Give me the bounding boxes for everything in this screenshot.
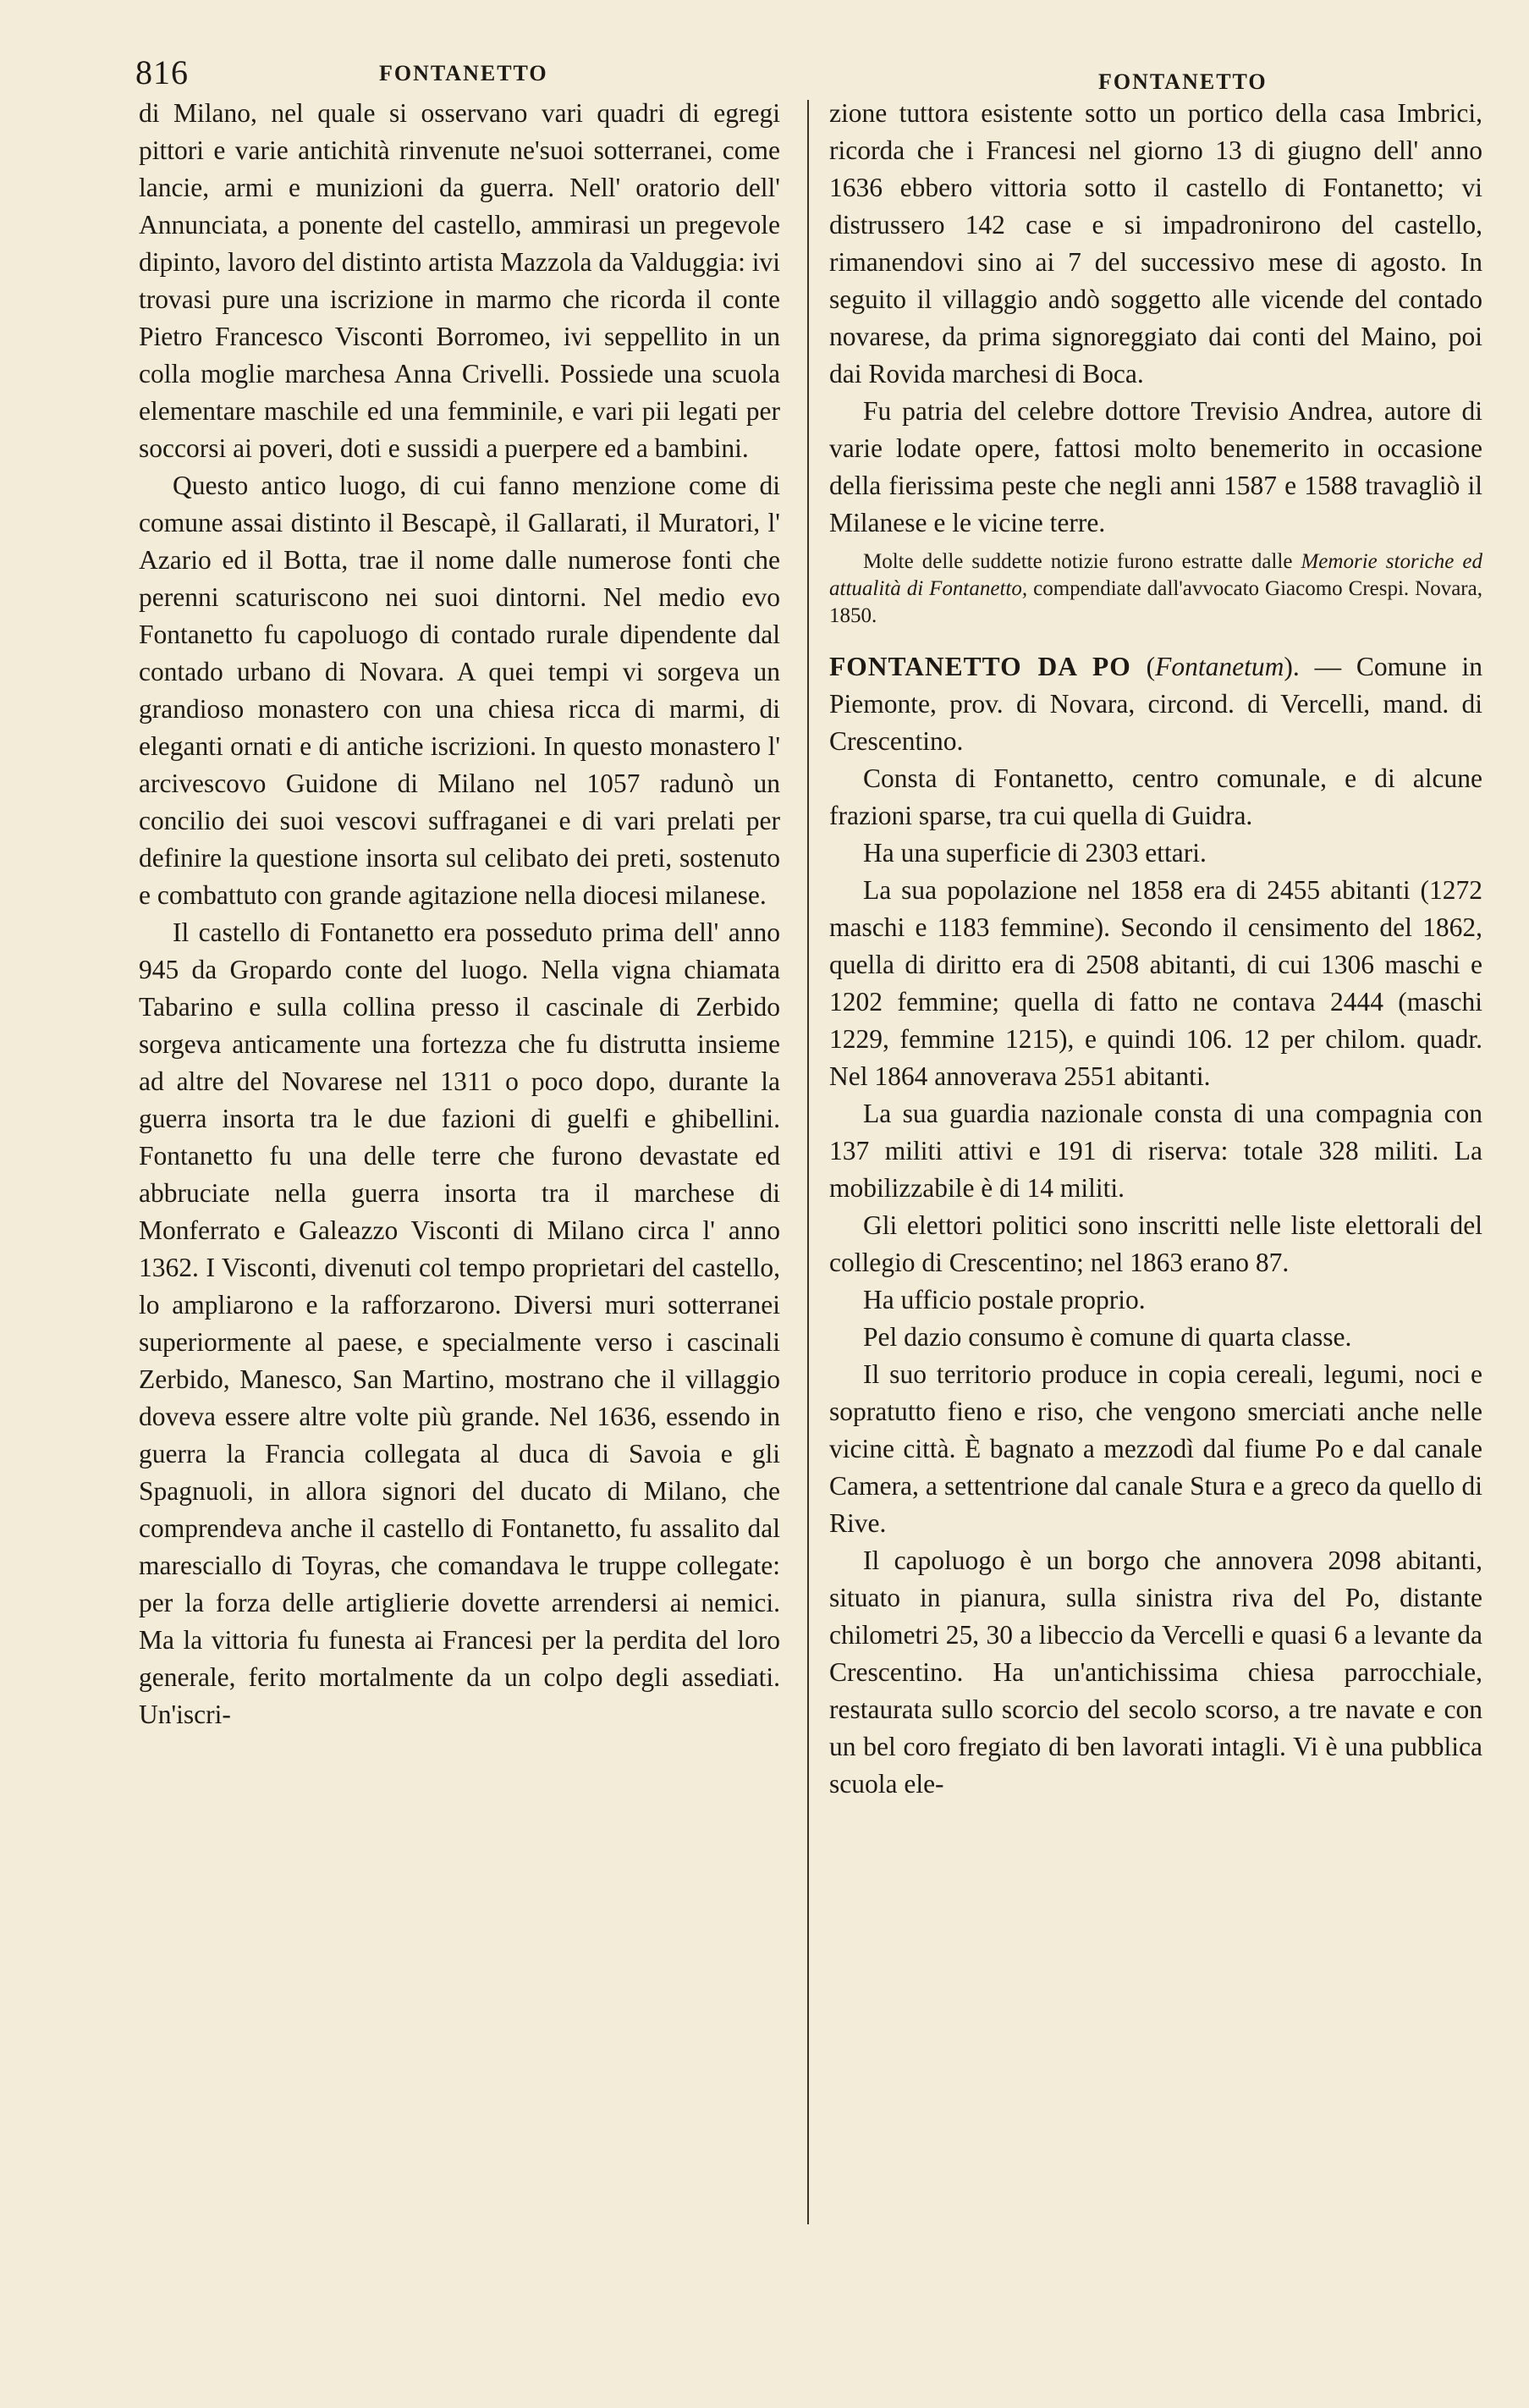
source-note (829, 548, 1482, 630)
entry-latin-close: ). (1284, 652, 1300, 681)
right-paragraph-7: Gli elettori politici sono inscritti nelle liste elettorali del collegio di Crescentino; nel 1863 erano 87. (829, 1210, 1482, 1277)
right-paragraph-11: Il capoluogo è un borgo che annovera 2098 abitanti, situato in pianura, sulla sinistra riva del Po, distante chilometri 25, 30 a libeccio da Vercelli e quasi 6 a levante da Crescentino. Ha un'antichissima chiesa parrocchiale, restaurata sullo scorcio del secolo scorso, a tre navate e con un bel coro fregiato di ben lavorati intagli. Vi è una pubblica scuola ele- (829, 1546, 1482, 1799)
entry-latin-name: Fontanetum (1155, 652, 1284, 681)
source-note-post: compendiate dall'avvocato Giacomo Crespi. Novara, 1850. (829, 577, 1482, 627)
right-paragraph-10: Il suo territorio produce in copia cereali, legumi, noci e sopratutto fieno e riso, che vengono smerciati anche nelle vicine città. È bagnato a mezzodì dal fiume Po e dal canale Camera, a settentrione dal canale Stura e a greco da quello di Rive. (829, 1359, 1482, 1538)
left-column (139, 95, 780, 1733)
right-paragraph-9: Pel dazio consumo è comune di quarta classe. (863, 1322, 1352, 1352)
right-column (829, 95, 1482, 1803)
entry-latin-open: ( (1130, 652, 1156, 681)
right-paragraph-2: Fu patria del celebre dottore Trevisio Andrea, autore di varie lodate opere, fattosi molto benemerito in occasione della fierissima peste che negli anni 1587 e 1588 travagliò il Milanese e le vicine terre. (829, 396, 1482, 537)
left-paragraph-1: di Milano, nel quale si osservano vari quadri di egregi pittori e varie antichità rinvenute ne'suoi sotterranei, come lancie, armi e munizioni da guerra. Nell' oratorio dell' Annunciata, a ponente del castello, ammirasi un pregevole dipinto, lavoro del distinto artista Mazzola da Valduggia: ivi trovasi pure una iscrizione in marmo che ricorda il conte Pietro Francesco Visconti Borromeo, ivi seppellito in un colla moglie marchesa Anna Crivelli. Possiede una scuola elementare maschile ed una femminile, e vari pii legati per soccorsi ai poveri, doti e sussidi a puerpere ed a bambini. (139, 98, 780, 463)
source-note-pre: Molte delle suddette notizie furono estratte dalle (863, 550, 1301, 573)
source-note-title: Memorie storiche ed attualità di Fontanetto, (829, 550, 1482, 600)
left-paragraph-2: Questo antico luogo, di cui fanno menzione come di comune assai distinto il Bescapè, il Gallarati, il Muratori, l' Azario ed il Botta, trae il nome dalle numerose fonti che perenni scaturiscono nei suoi dintorni. Nel medio evo Fontanetto fu capoluogo di contado rurale dipendente dal contado urbano di Novara. A quei tempi vi sorgeva un grandioso monastero con una chiesa ricca di marmi, di eleganti ornati e di antiche iscrizioni. In questo monastero l' arcivescovo Guidone di Milano nel 1057 radunò un concilio dei suoi vescovi suffraganei e di vari prelati per definire la questione insorta sul celibato dei preti, sostenuto e combattuto con grande agitazione nella diocesi milanese. (139, 471, 780, 910)
running-head-left: FONTANETTO (379, 61, 548, 85)
right-paragraph-5: La sua popolazione nel 1858 era di 2455 abitanti (1272 maschi e 1183 femmine). Secondo il censimento del 1862, quella di diritto era di 2508 abitanti, di cui 1306 maschi e 1202 femmine; quella di fatto ne contava 2444 (maschi 1229, femmine 1215), e quindi 106. 12 per chilom. quadr. Nel 1864 annoverava 2551 abitanti. (829, 875, 1482, 1091)
left-paragraph-3: Il castello di Fontanetto era posseduto prima dell' anno 945 da Gropardo conte del luogo. Nella vigna chiamata Tabarino e sulla collina presso il cascinale di Zerbido sorgeva anticamente una fortezza che fu distrutta insieme ad altre del Novarese nel 1311 o poco dopo, durante la guerra insorta tra le due fazioni di guelfi e ghibellini. Fontanetto fu una delle terre che furono devastate ed abbruciate nella guerra insorta tra il marchese di Monferrato e Galeazzo Visconti di Milano circa l' anno 1362. I Visconti, divenuti col tempo proprietari del castello, lo ampliarono e la rafforzarono. Diversi muri sotterranei superiormente al paese, e specialmente verso i cascinali Zerbido, Manesco, San Martino, mostrano che il villaggio doveva essere altre volte più grande. Nel 1636, essendo in guerra la Francia collegata al duca di Savoia e gli Spagnuoli, in allora signori del ducato di Milano, che comprendeva anche il castello di Fontanetto, fu assalito dal maresciallo di Toyras, che comandava le truppe collegate: per la forza delle artiglierie dovette arrendersi ai nemici. Ma la vittoria fu funesta ai Francesi per la perdita del loro generale, ferito mortalmente da un colpo degli assediati. Un'iscri- (139, 917, 780, 1729)
column-divider (807, 100, 809, 2224)
page-number: 816 (135, 53, 189, 91)
entry-text: — Comune in Piemonte, prov. di Novara, circond. di Vercelli, mand. di Crescentino. (829, 652, 1482, 756)
running-head-right: FONTANETTO (1098, 69, 1268, 94)
right-paragraph-1: zione tuttora esistente sotto un portico della casa Imbrici, ricorda che i Francesi nel giorno 13 di giugno dell' anno 1636 ebbero vittoria sotto il castello di Fontanetto; vi distrussero 142 case e si impadronirono del castello, rimanendovi sino ai 7 del successivo mese di agosto. In seguito il villaggio andò soggetto alle vicende del contado novarese, da prima signoreggiato dai conti del Maino, poi dai Rovida marchesi di Boca. (829, 98, 1482, 388)
right-paragraph-3: Consta di Fontanetto, centro comunale, e di alcune frazioni sparse, tra cui quella di Guidra. (829, 763, 1482, 830)
right-paragraph-6: La sua guardia nazionale consta di una compagnia con 137 militi attivi e 191 di riserva: totale 328 militi. La mobilizzabile è di 14 militi. (829, 1099, 1482, 1203)
entry-fontanetto-da-po (829, 648, 1482, 760)
entry-title: FONTANETTO DA PO (829, 652, 1131, 681)
right-paragraph-8: Ha ufficio postale proprio. (863, 1285, 1146, 1314)
right-paragraph-4: Ha una superficie di 2303 ettari. (863, 838, 1207, 868)
